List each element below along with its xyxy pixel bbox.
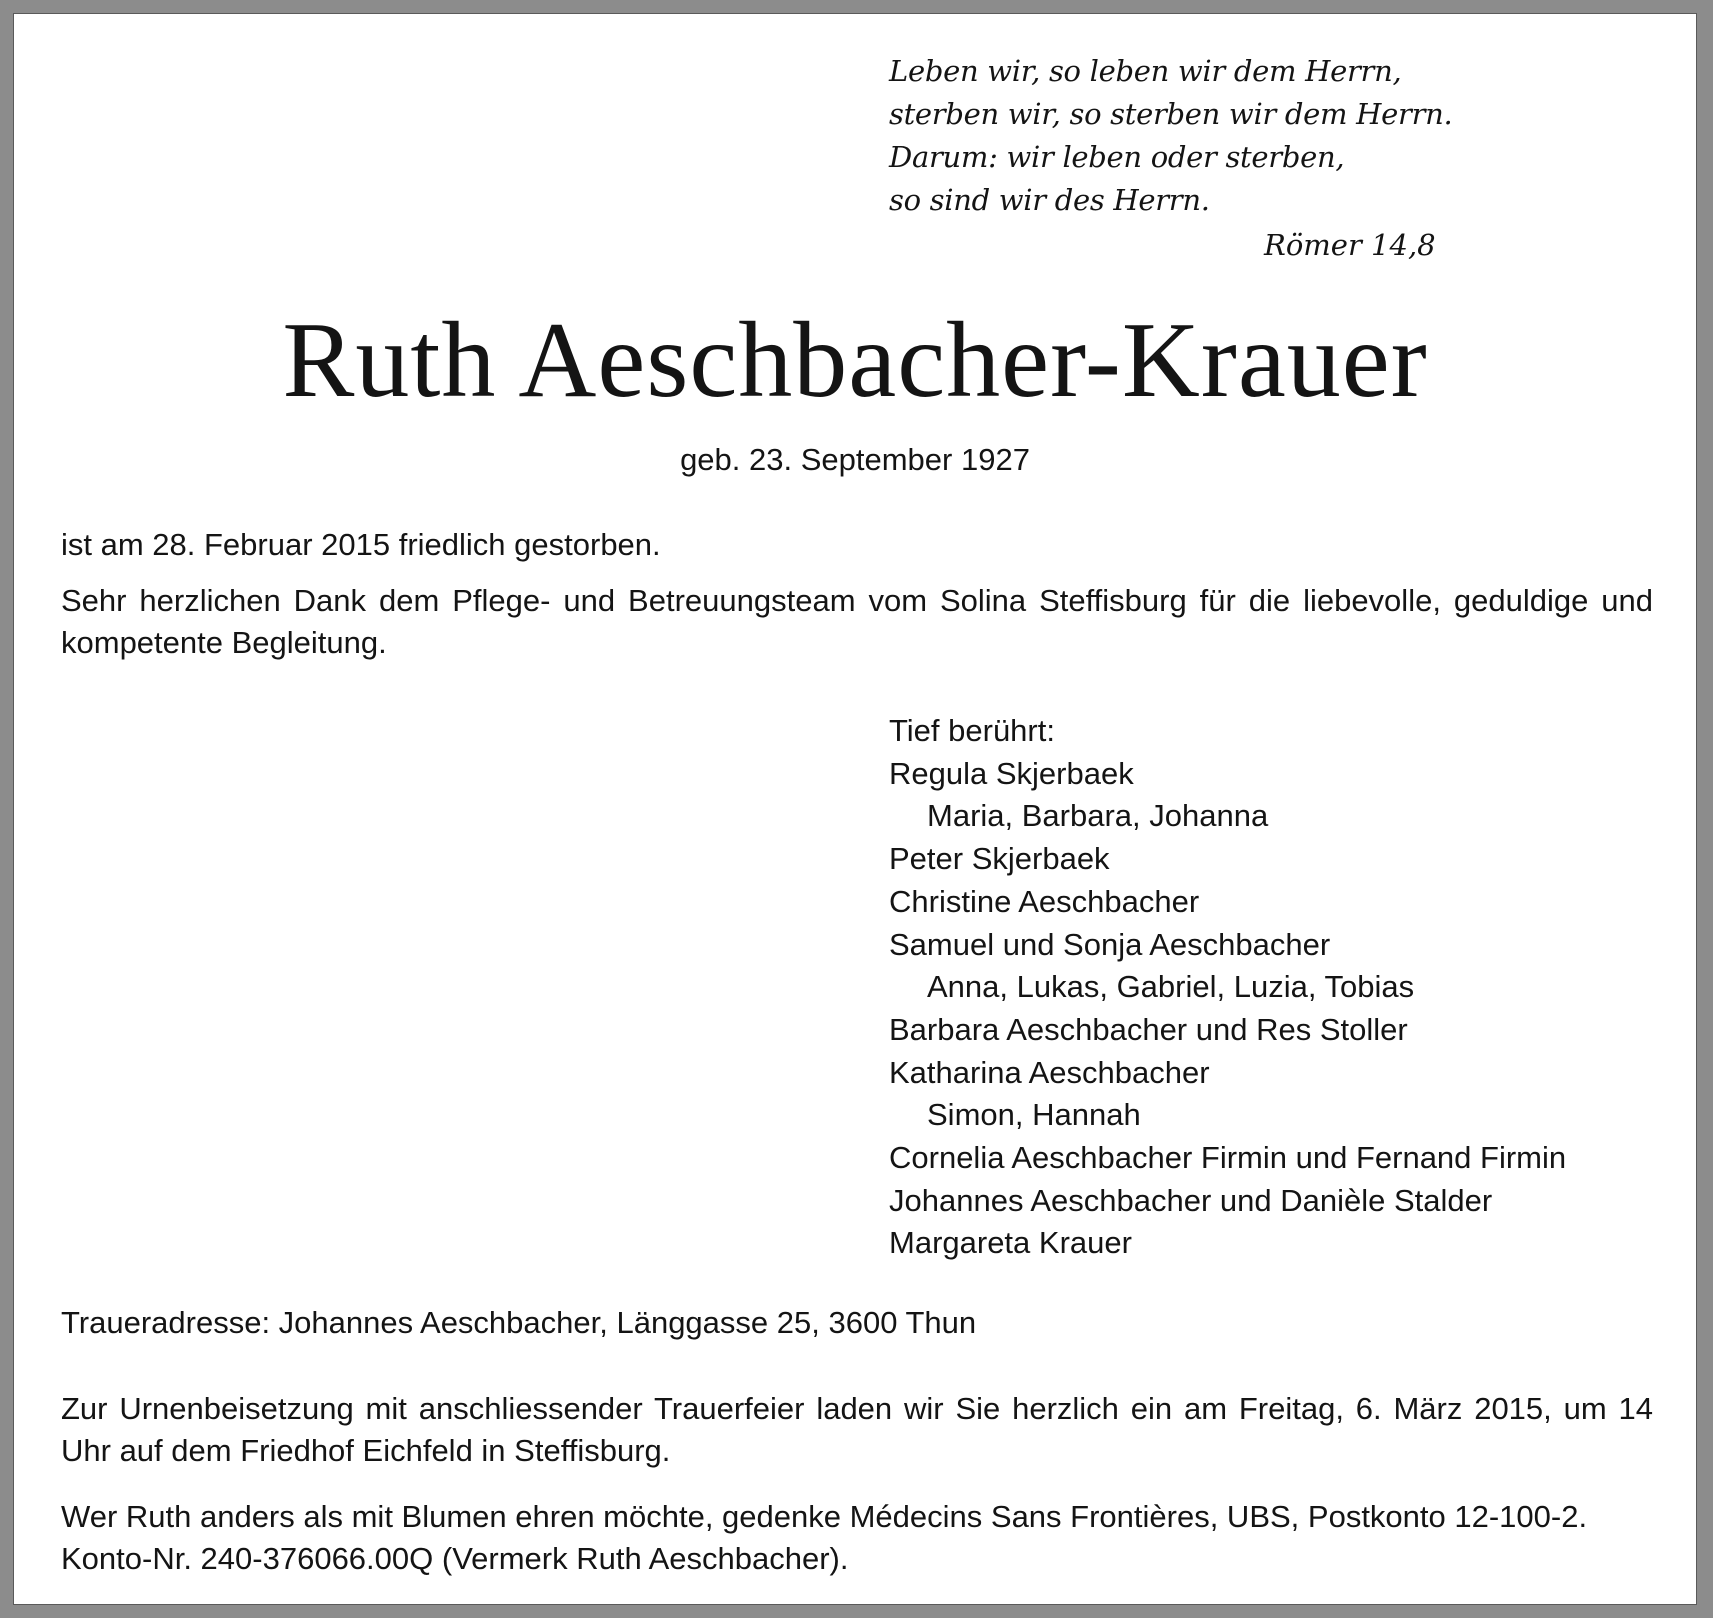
thanks-text: Sehr herzlichen Dank dem Pflege- und Betreuungsteam vom Solina Steffisburg für die liebevolle, geduldige und kompetente Begleitung. <box>61 583 1653 660</box>
mourner-line: Katharina Aeschbacher <box>889 1054 1210 1090</box>
mourner-line: Samuel und Sonja Aeschbacher <box>889 926 1331 962</box>
deceased-name: Ruth Aeschbacher-Krauer <box>282 301 1428 420</box>
verse-reference: Römer 14,8 <box>1264 228 1436 262</box>
obituary-notice <box>13 13 1697 1605</box>
verse-line: Darum: wir leben oder sterben, <box>889 140 1345 174</box>
verse-line: Leben wir, so leben wir dem Herrn, <box>889 54 1402 88</box>
mourner-line: Peter Skjerbaek <box>889 841 1110 877</box>
mourner-line: Simon, Hannah <box>927 1097 1141 1133</box>
verse-line: sterben wir, so sterben wir dem Herrn. <box>889 97 1453 131</box>
mourner-line: Regula Skjerbaek <box>889 755 1134 791</box>
death-notice: ist am 28. Februar 2015 friedlich gestorben. <box>61 527 661 562</box>
mourners-list <box>889 710 1566 1265</box>
mourner-line: Maria, Barbara, Johanna <box>927 798 1269 834</box>
donation-note <box>61 1496 1653 1580</box>
mourner-line: Cornelia Aeschbacher Firmin und Fernand Firmin <box>889 1140 1567 1176</box>
mourner-line: Barbara Aeschbacher und Res Stoller <box>889 1011 1408 1047</box>
mourner-line: Margareta Krauer <box>889 1225 1132 1261</box>
verse-line: so sind wir des Herrn. <box>889 183 1210 217</box>
mourners-heading: Tief berührt: <box>889 713 1055 748</box>
ceremony-invitation: Zur Urnenbeisetzung mit anschliessender Trauerfeier laden wir Sie herzlich ein am Freitag, 6. März 2015, um 14 Uhr auf dem Friedhof Eichfeld in Steffisburg. <box>61 1391 1653 1468</box>
mourner-line: Johannes Aeschbacher und Danièle Stalder <box>889 1182 1493 1218</box>
mourner-line: Christine Aeschbacher <box>889 883 1200 919</box>
donation-line: Konto-Nr. 240-376066.00Q (Vermerk Ruth Aeschbacher). <box>61 1541 849 1576</box>
mourner-line: Anna, Lukas, Gabriel, Luzia, Tobias <box>927 969 1415 1005</box>
donation-line: Wer Ruth anders als mit Blumen ehren möchte, gedenke Médecins Sans Frontières, UBS, Postkonto 12-100-2. <box>61 1499 1588 1534</box>
bible-verse <box>889 50 1452 222</box>
birth-date: geb. 23. September 1927 <box>680 442 1030 477</box>
mourning-address: Traueradresse: Johannes Aeschbacher, Länggasse 25, 3600 Thun <box>61 1305 977 1340</box>
